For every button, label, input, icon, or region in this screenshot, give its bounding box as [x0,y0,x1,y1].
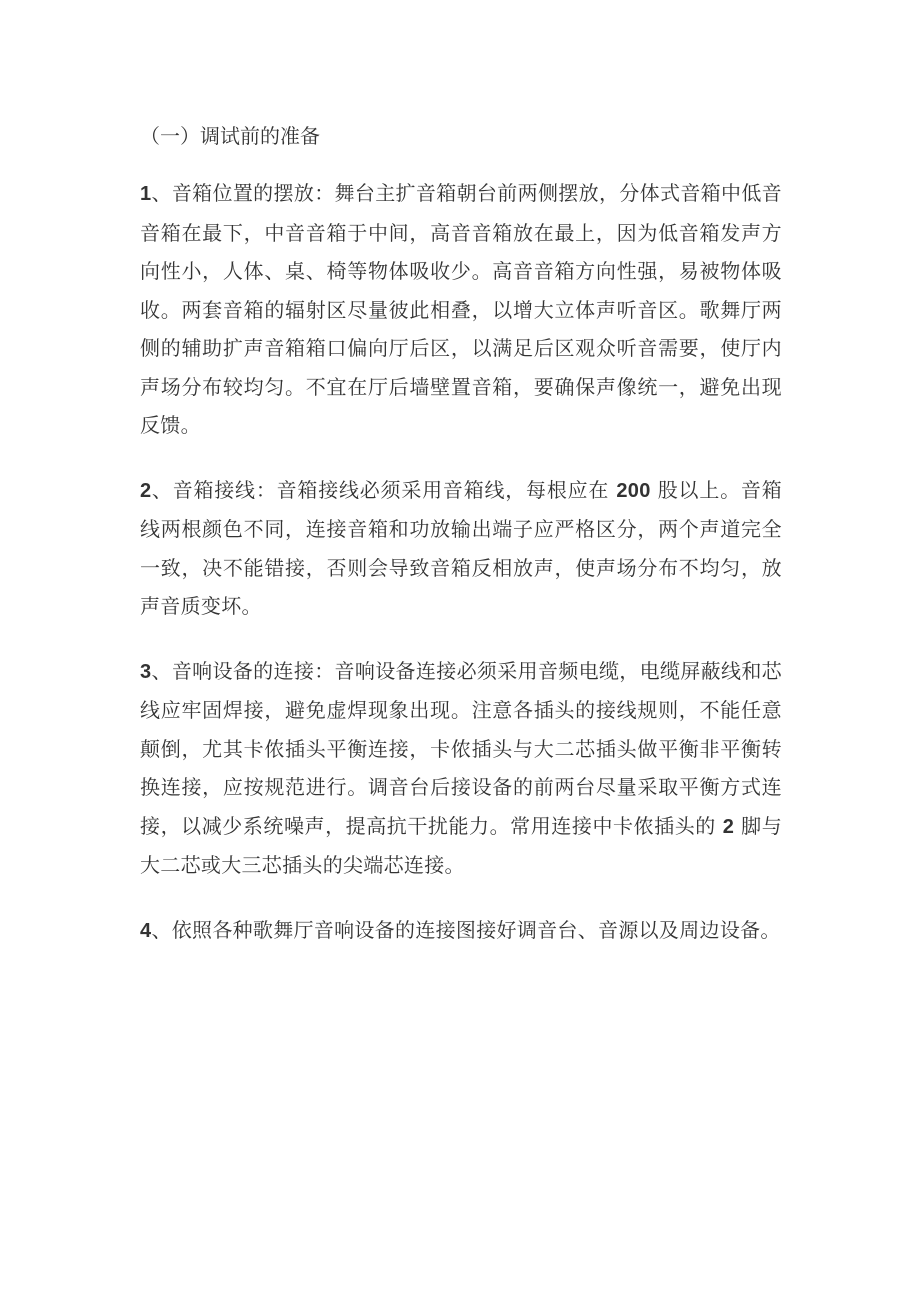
paragraph-2 [140,471,782,626]
paragraph-number: 2 [140,479,152,502]
emphasized-number: 2 [722,815,735,838]
paragraph-number: 4 [140,919,152,942]
paragraph-number: 1 [140,183,152,205]
document-page [140,118,782,976]
paragraph-text: 股以上。音箱线两根颜色不同，连接音箱和功放输出端子应严格区分，两个声道完全一致，决不能错接，否则会导致音箱反相放声，使声场分布不均匀，放声音质变坏。 [140,477,782,618]
paragraph-text: 、音箱位置的摆放：舞台主扩音箱朝台前两侧摆放，分体式音箱中低音音箱在最下，中音音箱于中间，高音音箱放在最上，因为低音箱发声方向性小，人体、桌、椅等物体吸收少。高音音箱方向性强，易被物体吸收。两套音箱的辐射区尽量彼此相叠，以增大立体声听音区。歌舞厅两侧的辅助扩声音箱箱口偏向厅后区，以满足后区观众听音需要，使厅内声场分布较均匀。不宜在厅后墙壁置音箱，要确保声像统一，避免出现反馈。 [140,181,782,437]
paragraph-1 [140,174,782,445]
emphasized-number: 200 [616,479,651,502]
paragraph-text: 脚与大二芯或大三芯插头的尖端芯连接。 [140,813,782,877]
paragraph-text: 、依照各种歌舞厅音响设备的连接图接好调音台、音源以及周边设备。 [151,917,781,942]
paragraph-number: 3 [140,660,152,683]
paragraph-3 [140,652,782,885]
section-heading: （一）调试前的准备 [140,124,320,148]
paragraph-text: 、音响设备的连接：音响设备连接必须采用音频电缆，电缆屏蔽线和芯线应牢固焊接，避免虚焊现象出现。注意各插头的接线规则，不能任意颠倒，尤其卡侬插头平衡连接，卡侬插头与大二芯插头做平衡非平衡转换连接，应按规范进行。调音台后接设备的前两台尽量采取平衡方式连接，以减少系统噪声，提高抗干扰能力。常用连接中卡侬插头的 [140,658,782,838]
paragraph-text: 、音箱接线：音箱接线必须采用音箱线，每根应在 [151,477,617,502]
paragraph-4 [140,911,782,951]
